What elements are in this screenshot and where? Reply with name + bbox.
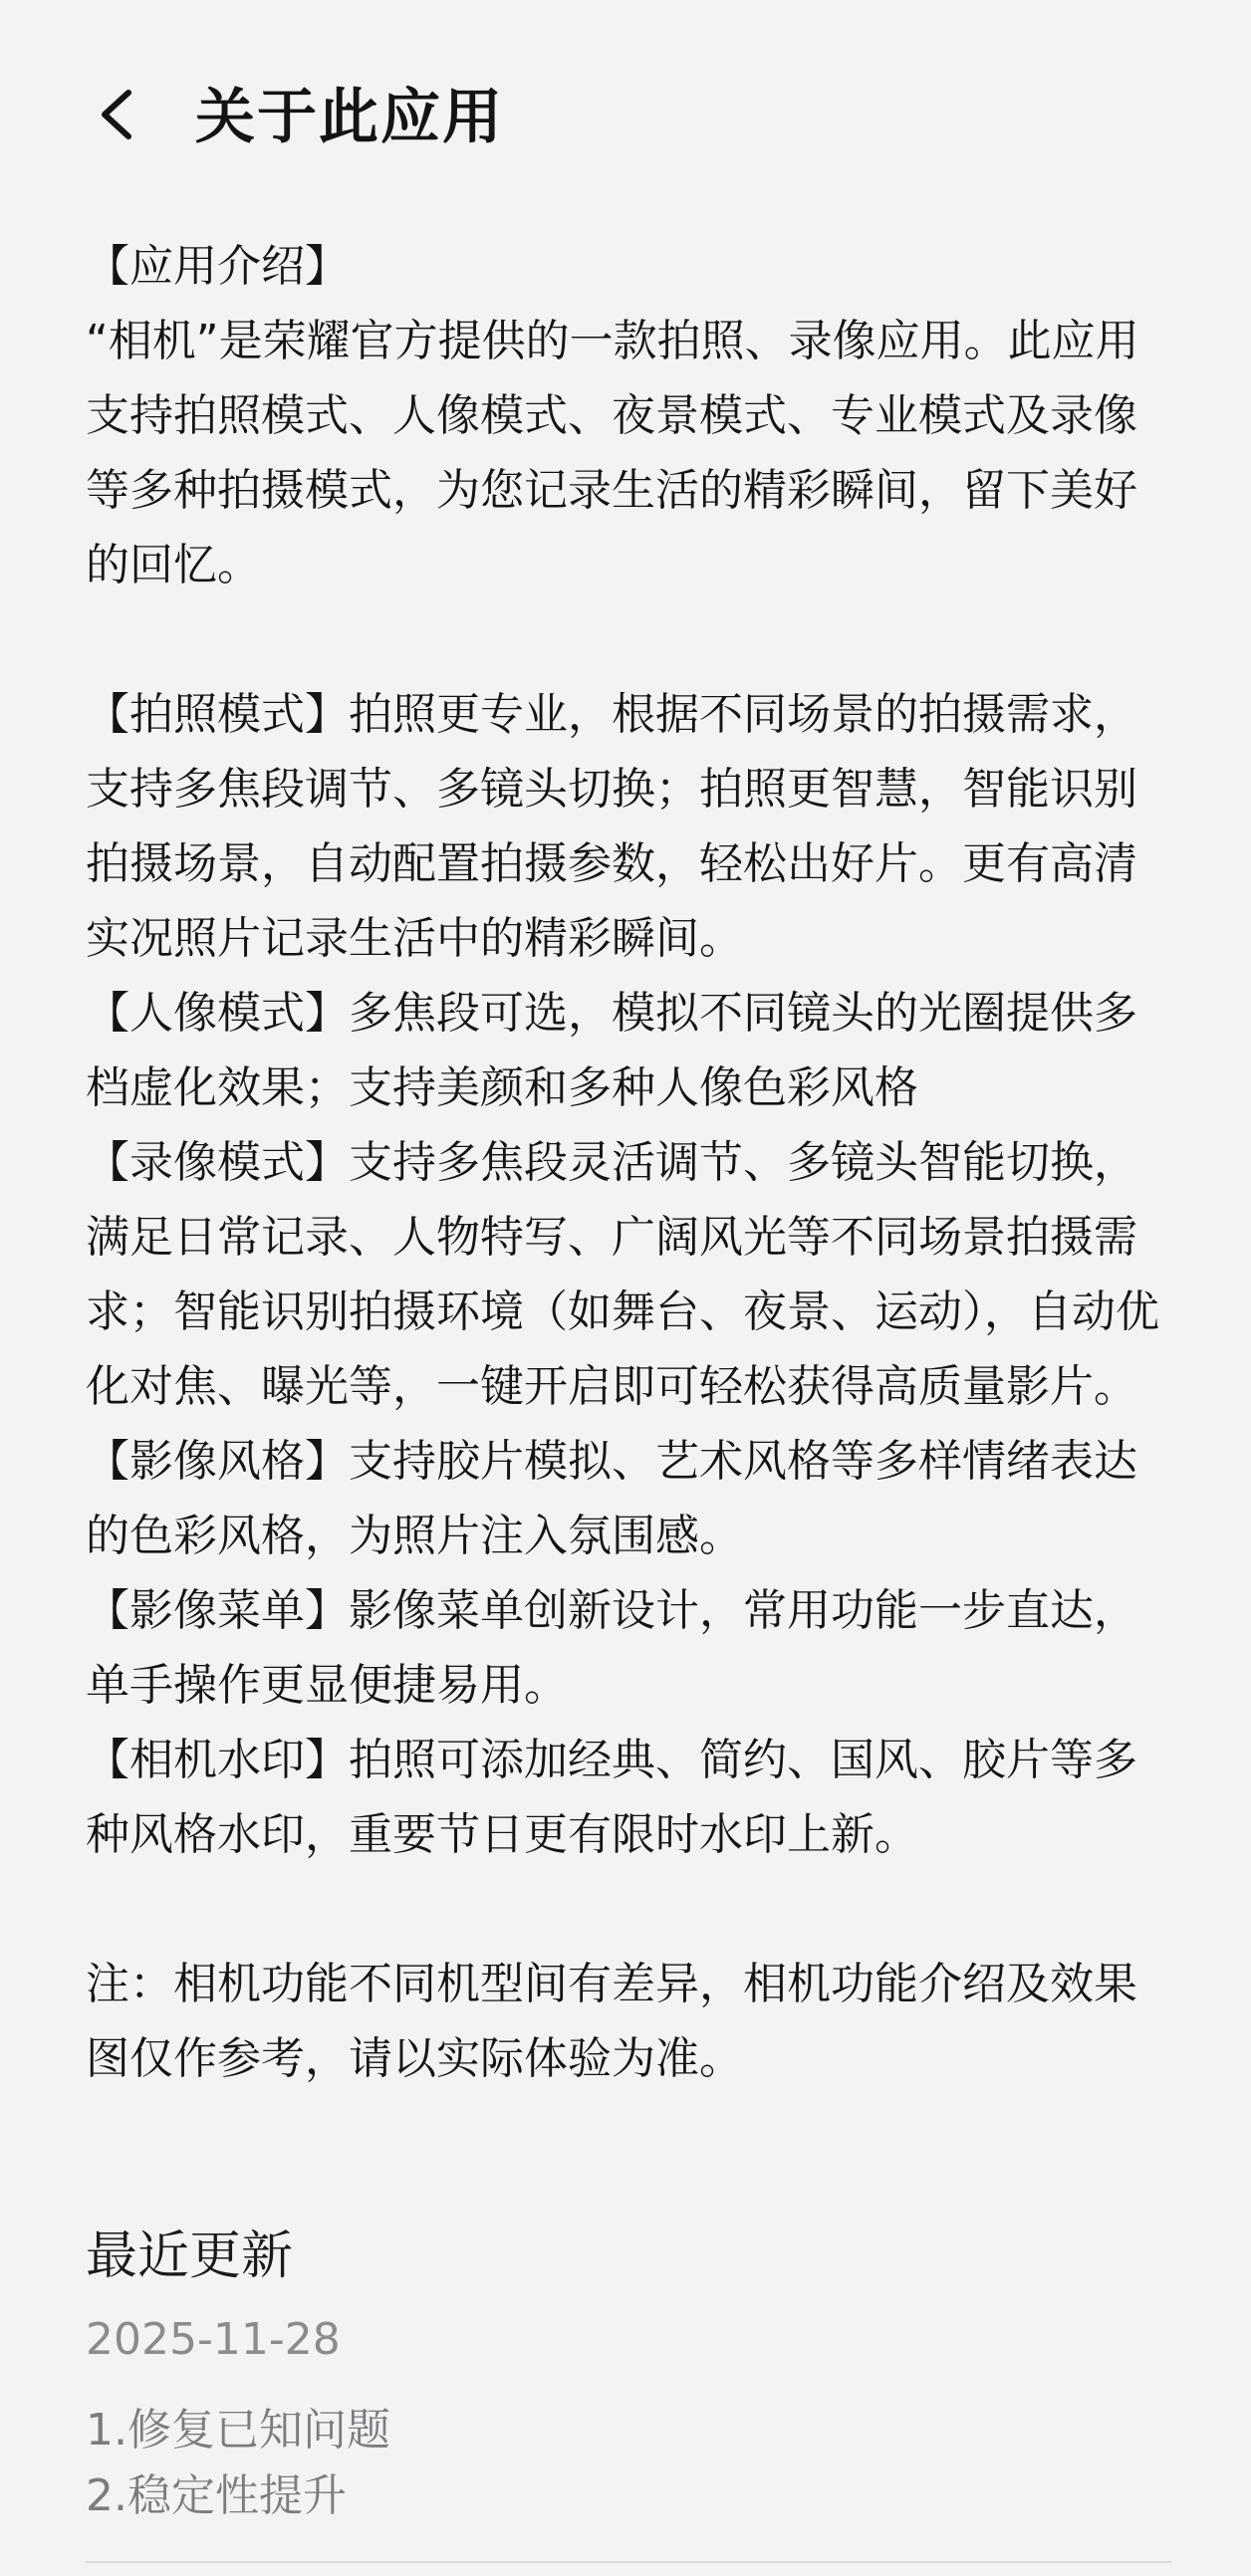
divider	[86, 2561, 1171, 2563]
image-menu-text: 【影像菜单】影像菜单创新设计，常用功能一步直达，单手操作更显便捷易用。	[86, 1585, 1137, 1711]
intro-heading: 【应用介绍】	[86, 241, 349, 292]
update-date: 2025-11-28	[86, 2314, 341, 2365]
portrait-mode-text: 【人像模式】多焦段可选，模拟不同镜头的光圈提供多档虚化效果；支持美颜和多种人像色彩风格	[86, 988, 1137, 1113]
photo-mode-text: 【拍照模式】拍照更专业，根据不同场景的拍摄需求，支持多焦段调节、多镜头切换；拍照更智慧，智能识别拍摄场景，自动配置拍摄参数，轻松出好片。更有高清实况照片记录生活中的精彩瞬间。	[86, 689, 1137, 964]
paragraph-spacer	[86, 602, 1171, 677]
paragraph-spacer	[86, 1872, 1171, 1947]
app-bar	[0, 60, 1251, 169]
video-mode-text: 【录像模式】支持多焦段灵活调节、多镜头智能切换，满足日常记录、人物特写、广阔风光等不同场景拍摄需求；智能识别拍摄环境（如舞台、夜景、运动），自动优化对焦、曝光等，一键开启即可轻松获得高质量影片。	[86, 1137, 1159, 1412]
update-list	[86, 2398, 1171, 2529]
update-title: 最近更新	[86, 2226, 294, 2286]
recent-update-section	[86, 2219, 1171, 2529]
app-description	[86, 229, 1171, 2096]
update-item: 2.稳定性提升	[86, 2470, 347, 2521]
chevron-left-icon	[95, 89, 138, 144]
update-item: 1.修复已知问题	[86, 2405, 390, 2456]
watermark-text: 【相机水印】拍照可添加经典、简约、国风、胶片等多种风格水印，重要节日更有限时水印上新。	[86, 1735, 1137, 1860]
page-title: 关于此应用	[195, 83, 504, 152]
intro-text: “相机”是荣耀官方提供的一款拍照、录像应用。此应用支持拍照模式、人像模式、夜景模式、专业模式及录像等多种拍摄模式，为您记录生活的精彩瞬间，留下美好的回忆。	[86, 316, 1139, 590]
disclaimer-note: 注：相机功能不同机型间有差异，相机功能介绍及效果图仅作参考，请以实际体验为准。	[86, 1959, 1137, 2084]
image-style-text: 【影像风格】支持胶片模拟、艺术风格等多样情绪表达的色彩风格，为照片注入氛围感。	[86, 1436, 1137, 1561]
back-button[interactable]	[82, 82, 151, 151]
